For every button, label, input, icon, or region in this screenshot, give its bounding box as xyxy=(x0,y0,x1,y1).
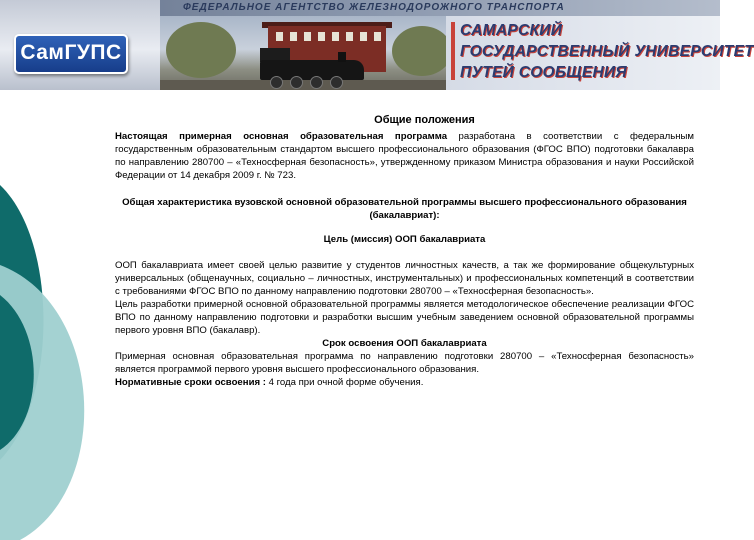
left-decoration xyxy=(0,90,110,540)
term-heading: Срок освоения ООП бакалавриата xyxy=(322,338,487,349)
norm-paragraph xyxy=(115,376,694,389)
intro-bold: Настоящая примерная основная образовательная программа xyxy=(115,131,448,142)
logo-text: СамГУПС xyxy=(20,41,122,64)
agency-strip xyxy=(90,0,720,16)
university-logo xyxy=(14,34,128,74)
norm-label: Нормативные сроки освоения : xyxy=(115,377,266,388)
logo-area xyxy=(0,0,160,90)
document-title: Общие положения xyxy=(374,114,475,126)
goal-paragraph-1: ООП бакалавриата имеет своей целью развитие у студентов личностных качеств, а так же формирование общекультурных универсальных (общенаучных, социально – личностных, инструментальных) и профессиональных компетенций в соответствии с требованиями ФГОС ВПО по данному направлению подготовки 280700 – «Техносферная безопасность». xyxy=(115,260,694,297)
goal-heading: Цель (миссия) ООП бакалавриата xyxy=(323,234,486,245)
program-subtitle: Общая характеристика вузовской основной образовательной программы высшего профессионального образования (бакалавриат): xyxy=(122,197,687,221)
university-name-line-2: ГОСУДАРСТВЕННЫЙ УНИВЕРСИТЕТ xyxy=(460,43,754,60)
header-banner xyxy=(0,0,754,90)
norm-value: 4 года при очной форме обучения. xyxy=(265,377,424,388)
goal-paragraph-2: Цель разработки примерной основной образовательной программы является методологическое обеспечение реализации ФГОС ВПО по данному направлению подготовки и разработки высшим учебным заведением основной образовательной программы первого уровня ВПО (бакалавр). xyxy=(115,299,694,336)
intro-text: разработана в соответствии с федеральным государственным образовательным стандартом высшего профессионального образования (ФГОС ВПО) подготовки бакалавра по направлению 280700 – «Техносферная безопасность», утвержденному приказом Министра образования и науки Российской Федерации от 14 декабря 2009 г. № 723. xyxy=(115,131,694,181)
university-name-panel xyxy=(446,16,754,90)
university-name-line-3: ПУТЕЙ СООБЩЕНИЯ xyxy=(460,64,627,81)
agency-name: ФЕДЕРАЛЬНОЕ АГЕНТСТВО ЖЕЛЕЗНОДОРОЖНОГО ТРАНСПОРТА xyxy=(183,2,565,13)
document-content xyxy=(115,99,694,389)
term-paragraph: Примерная основная образовательная программа по направлению подготовки 280700 – «Техносферная безопасность» является программой первого уровня высшего профессионального образования. xyxy=(115,351,694,375)
intro-paragraph xyxy=(115,130,694,182)
university-name-line-1: САМАРСКИЙ xyxy=(460,22,563,39)
building-train-photo xyxy=(160,16,446,90)
